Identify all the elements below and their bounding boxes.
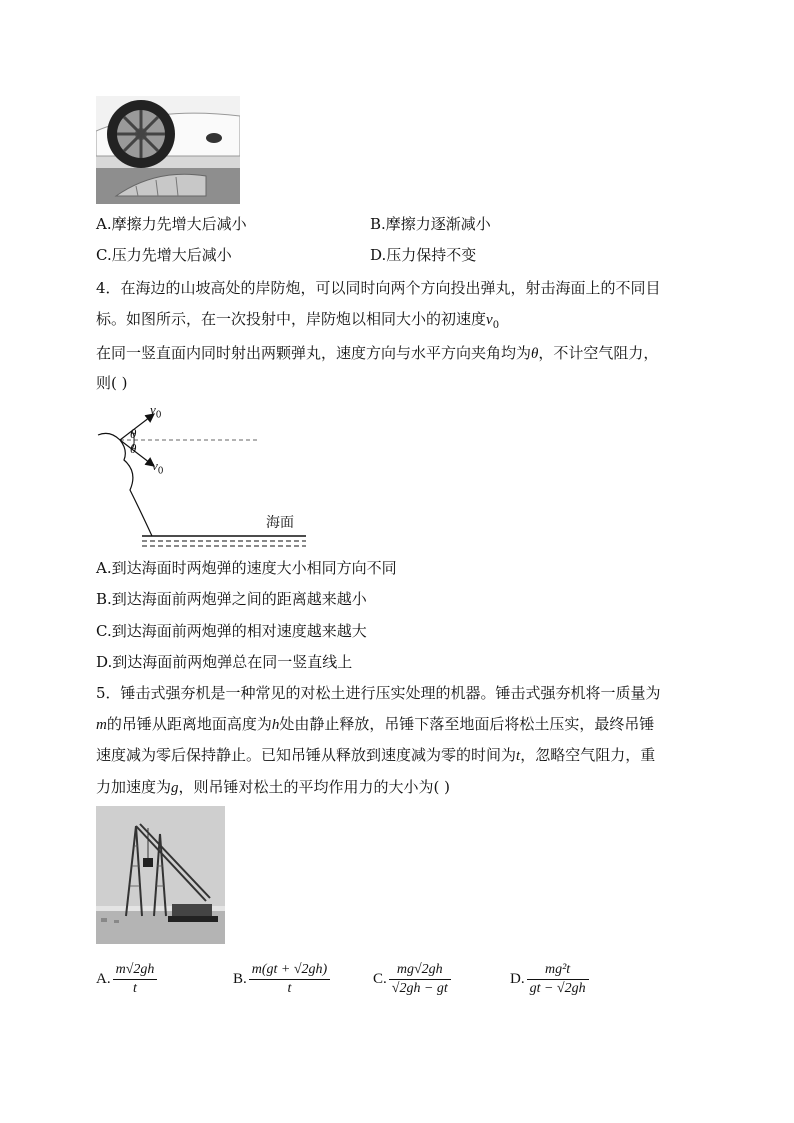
q5-option-d: D. $\frac{\text{mg²t}}{gt - √2gh}$	[510, 962, 589, 997]
q5-line-1: 5．锤击式强夯机是一种常见的对松土进行压实处理的机器。锤击式强夯机将一质量为	[96, 684, 661, 702]
q5-option-a: A. $\frac{m√2gh}{t}$	[96, 962, 157, 997]
q3-option-a: A.摩擦力先增大后减小	[96, 215, 247, 233]
q5-option-c: C. $\frac{mg√2gh}{√2gh - gt}$	[373, 962, 451, 997]
car-wheel-photo	[96, 96, 240, 204]
q4-option-b: B.到达海面前两炮弹之间的距离越来越小	[96, 590, 367, 608]
q4-line-1: 4．在海边的山坡高处的岸防炮，可以同时向两个方向投出弹丸，射击海面上的不同目	[96, 279, 661, 297]
diagram-label-v0-lower: $v_0$	[152, 458, 164, 477]
q3-option-b: B.摩擦力逐渐减小	[370, 215, 491, 233]
q4-line-2: 标。如图所示，在一次投射中，岸防炮以相同大小的初速度$v_0$	[96, 310, 500, 331]
q3-option-d: D.压力保持不变	[370, 246, 477, 264]
q5-option-b: B. $\frac{m(gt + √2gh)}{t}$	[233, 962, 330, 997]
compactor-crane-photo	[96, 806, 225, 944]
q5-line-2: m的吊锤从距离地面高度为h处由静止释放，吊锤下落至地面后将松土压实，最终吊锤	[96, 715, 655, 733]
q5-line-4: 力加速度为g，则吊锤对松土的平均作用力的大小为( )	[96, 778, 450, 796]
diagram-label-theta-upper: θ	[130, 426, 137, 441]
q4-option-a: A.到达海面时两炮弹的速度大小相同方向不同	[96, 559, 397, 577]
diagram-label-sea: 海面	[266, 515, 294, 531]
q4-option-d: D.到达海面前两炮弹总在同一竖直线上	[96, 653, 353, 671]
q5-line-3: 速度减为零后保持静止。已知吊锤从释放到速度减为零的时间为t，忽略空气阻力，重	[96, 746, 656, 764]
diagram-label-v0-upper: $v_0$	[150, 402, 162, 421]
diagram-label-theta-lower: θ	[130, 441, 137, 456]
q4-option-c: C.到达海面前两炮弹的相对速度越来越大	[96, 622, 367, 640]
q4-v0: v	[486, 312, 493, 328]
q4-line-4: 则( )	[96, 374, 128, 392]
q4-line-3: 在同一竖直面内同时射出两颗弹丸，速度方向与水平方向夹角均为θ，不计空气阻力，	[96, 344, 659, 362]
q3-option-c: C.压力先增大后减小	[96, 246, 232, 264]
